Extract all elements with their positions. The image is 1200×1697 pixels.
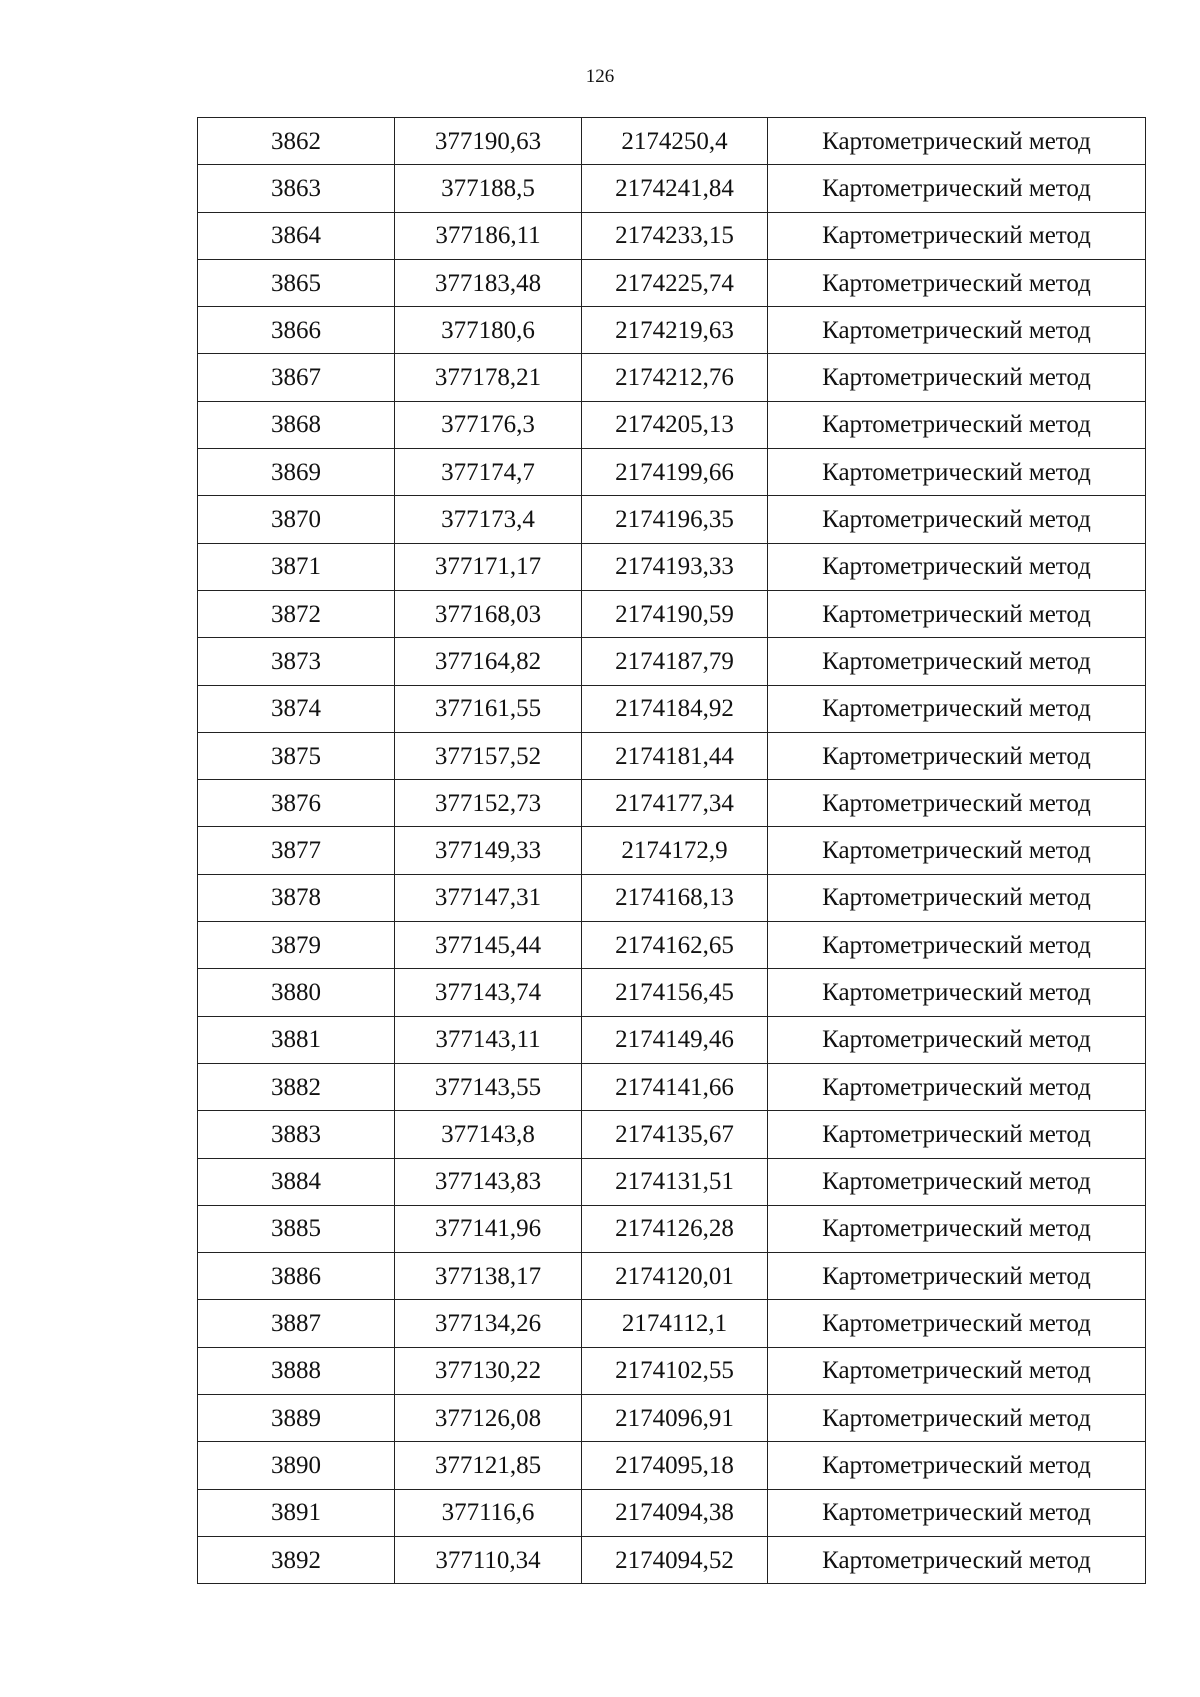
coordinates-table (197, 117, 1146, 1584)
x-coordinate-cell: 377143,55 (395, 1063, 582, 1110)
point-number-cell: 3874 (198, 685, 395, 732)
method-cell: Картометрический метод (768, 165, 1146, 212)
x-coordinate-cell: 377121,85 (395, 1442, 582, 1489)
x-coordinate-cell: 377171,17 (395, 543, 582, 590)
method-cell: Картометрический метод (768, 1347, 1146, 1394)
y-coordinate-cell: 2174196,35 (582, 496, 768, 543)
x-coordinate-cell: 377186,11 (395, 212, 582, 259)
method-cell: Картометрический метод (768, 118, 1146, 165)
x-coordinate-cell: 377164,82 (395, 638, 582, 685)
point-number-cell: 3878 (198, 874, 395, 921)
table-row (198, 543, 1146, 590)
point-number-cell: 3872 (198, 590, 395, 637)
y-coordinate-cell: 2174094,38 (582, 1489, 768, 1536)
point-number-cell: 3879 (198, 922, 395, 969)
point-number-cell: 3876 (198, 780, 395, 827)
method-cell: Картометрический метод (768, 212, 1146, 259)
x-coordinate-cell: 377173,4 (395, 496, 582, 543)
table-row (198, 1253, 1146, 1300)
x-coordinate-cell: 377138,17 (395, 1253, 582, 1300)
y-coordinate-cell: 2174156,45 (582, 969, 768, 1016)
y-coordinate-cell: 2174199,66 (582, 449, 768, 496)
point-number-cell: 3875 (198, 732, 395, 779)
point-number-cell: 3868 (198, 401, 395, 448)
coordinates-table-body (198, 118, 1146, 1584)
x-coordinate-cell: 377116,6 (395, 1489, 582, 1536)
table-row (198, 874, 1146, 921)
point-number-cell: 3870 (198, 496, 395, 543)
table-row (198, 732, 1146, 779)
x-coordinate-cell: 377188,5 (395, 165, 582, 212)
y-coordinate-cell: 2174181,44 (582, 732, 768, 779)
point-number-cell: 3882 (198, 1063, 395, 1110)
y-coordinate-cell: 2174250,4 (582, 118, 768, 165)
x-coordinate-cell: 377183,48 (395, 259, 582, 306)
point-number-cell: 3869 (198, 449, 395, 496)
page-number: 126 (585, 66, 615, 87)
y-coordinate-cell: 2174126,28 (582, 1205, 768, 1252)
x-coordinate-cell: 377134,26 (395, 1300, 582, 1347)
method-cell: Картометрический метод (768, 922, 1146, 969)
y-coordinate-cell: 2174241,84 (582, 165, 768, 212)
method-cell: Картометрический метод (768, 1395, 1146, 1442)
table-row (198, 1205, 1146, 1252)
method-cell: Картометрический метод (768, 1253, 1146, 1300)
x-coordinate-cell: 377149,33 (395, 827, 582, 874)
table-row (198, 1300, 1146, 1347)
y-coordinate-cell: 2174131,51 (582, 1158, 768, 1205)
table-row (198, 212, 1146, 259)
table-row (198, 1442, 1146, 1489)
table-row (198, 1111, 1146, 1158)
table-row (198, 496, 1146, 543)
point-number-cell: 3890 (198, 1442, 395, 1489)
method-cell: Картометрический метод (768, 259, 1146, 306)
y-coordinate-cell: 2174095,18 (582, 1442, 768, 1489)
table-row (198, 1395, 1146, 1442)
method-cell: Картометрический метод (768, 496, 1146, 543)
point-number-cell: 3891 (198, 1489, 395, 1536)
point-number-cell: 3892 (198, 1536, 395, 1583)
point-number-cell: 3881 (198, 1016, 395, 1063)
y-coordinate-cell: 2174135,67 (582, 1111, 768, 1158)
y-coordinate-cell: 2174190,59 (582, 590, 768, 637)
x-coordinate-cell: 377143,83 (395, 1158, 582, 1205)
y-coordinate-cell: 2174112,1 (582, 1300, 768, 1347)
y-coordinate-cell: 2174172,9 (582, 827, 768, 874)
y-coordinate-cell: 2174141,66 (582, 1063, 768, 1110)
table-row (198, 449, 1146, 496)
x-coordinate-cell: 377190,63 (395, 118, 582, 165)
x-coordinate-cell: 377176,3 (395, 401, 582, 448)
table-row (198, 969, 1146, 1016)
y-coordinate-cell: 2174205,13 (582, 401, 768, 448)
table-row (198, 165, 1146, 212)
point-number-cell: 3880 (198, 969, 395, 1016)
method-cell: Картометрический метод (768, 401, 1146, 448)
y-coordinate-cell: 2174212,76 (582, 354, 768, 401)
point-number-cell: 3865 (198, 259, 395, 306)
method-cell: Картометрический метод (768, 1205, 1146, 1252)
method-cell: Картометрический метод (768, 1111, 1146, 1158)
table-row (198, 922, 1146, 969)
point-number-cell: 3884 (198, 1158, 395, 1205)
table-row (198, 827, 1146, 874)
y-coordinate-cell: 2174193,33 (582, 543, 768, 590)
method-cell: Картометрический метод (768, 638, 1146, 685)
y-coordinate-cell: 2174162,65 (582, 922, 768, 969)
table-row (198, 1489, 1146, 1536)
point-number-cell: 3883 (198, 1111, 395, 1158)
x-coordinate-cell: 377143,11 (395, 1016, 582, 1063)
y-coordinate-cell: 2174219,63 (582, 307, 768, 354)
method-cell: Картометрический метод (768, 1063, 1146, 1110)
y-coordinate-cell: 2174225,74 (582, 259, 768, 306)
method-cell: Картометрический метод (768, 543, 1146, 590)
table-row (198, 307, 1146, 354)
x-coordinate-cell: 377152,73 (395, 780, 582, 827)
point-number-cell: 3877 (198, 827, 395, 874)
table-row (198, 1536, 1146, 1583)
point-number-cell: 3867 (198, 354, 395, 401)
table-row (198, 1063, 1146, 1110)
point-number-cell: 3888 (198, 1347, 395, 1394)
method-cell: Картометрический метод (768, 685, 1146, 732)
table-row (198, 259, 1146, 306)
x-coordinate-cell: 377141,96 (395, 1205, 582, 1252)
x-coordinate-cell: 377143,8 (395, 1111, 582, 1158)
point-number-cell: 3866 (198, 307, 395, 354)
method-cell: Картометрический метод (768, 827, 1146, 874)
table-row (198, 590, 1146, 637)
method-cell: Картометрический метод (768, 590, 1146, 637)
y-coordinate-cell: 2174184,92 (582, 685, 768, 732)
method-cell: Картометрический метод (768, 969, 1146, 1016)
table-row (198, 685, 1146, 732)
method-cell: Картометрический метод (768, 732, 1146, 779)
y-coordinate-cell: 2174168,13 (582, 874, 768, 921)
table-row (198, 1158, 1146, 1205)
point-number-cell: 3873 (198, 638, 395, 685)
x-coordinate-cell: 377147,31 (395, 874, 582, 921)
x-coordinate-cell: 377174,7 (395, 449, 582, 496)
point-number-cell: 3885 (198, 1205, 395, 1252)
method-cell: Картометрический метод (768, 307, 1146, 354)
point-number-cell: 3886 (198, 1253, 395, 1300)
y-coordinate-cell: 2174233,15 (582, 212, 768, 259)
method-cell: Картометрический метод (768, 874, 1146, 921)
x-coordinate-cell: 377143,74 (395, 969, 582, 1016)
method-cell: Картометрический метод (768, 1158, 1146, 1205)
table-row (198, 780, 1146, 827)
table-row (198, 354, 1146, 401)
point-number-cell: 3863 (198, 165, 395, 212)
point-number-cell: 3871 (198, 543, 395, 590)
x-coordinate-cell: 377145,44 (395, 922, 582, 969)
table-row (198, 118, 1146, 165)
method-cell: Картометрический метод (768, 1489, 1146, 1536)
table-row (198, 638, 1146, 685)
method-cell: Картометрический метод (768, 780, 1146, 827)
method-cell: Картометрический метод (768, 1536, 1146, 1583)
method-cell: Картометрический метод (768, 1442, 1146, 1489)
x-coordinate-cell: 377168,03 (395, 590, 582, 637)
point-number-cell: 3862 (198, 118, 395, 165)
y-coordinate-cell: 2174187,79 (582, 638, 768, 685)
y-coordinate-cell: 2174177,34 (582, 780, 768, 827)
y-coordinate-cell: 2174149,46 (582, 1016, 768, 1063)
method-cell: Картометрический метод (768, 449, 1146, 496)
x-coordinate-cell: 377178,21 (395, 354, 582, 401)
point-number-cell: 3864 (198, 212, 395, 259)
x-coordinate-cell: 377126,08 (395, 1395, 582, 1442)
method-cell: Картометрический метод (768, 354, 1146, 401)
table-row (198, 1347, 1146, 1394)
x-coordinate-cell: 377130,22 (395, 1347, 582, 1394)
y-coordinate-cell: 2174102,55 (582, 1347, 768, 1394)
method-cell: Картометрический метод (768, 1016, 1146, 1063)
point-number-cell: 3889 (198, 1395, 395, 1442)
y-coordinate-cell: 2174096,91 (582, 1395, 768, 1442)
method-cell: Картометрический метод (768, 1300, 1146, 1347)
table-row (198, 1016, 1146, 1063)
x-coordinate-cell: 377157,52 (395, 732, 582, 779)
point-number-cell: 3887 (198, 1300, 395, 1347)
y-coordinate-cell: 2174120,01 (582, 1253, 768, 1300)
x-coordinate-cell: 377161,55 (395, 685, 582, 732)
table-row (198, 401, 1146, 448)
x-coordinate-cell: 377110,34 (395, 1536, 582, 1583)
y-coordinate-cell: 2174094,52 (582, 1536, 768, 1583)
x-coordinate-cell: 377180,6 (395, 307, 582, 354)
